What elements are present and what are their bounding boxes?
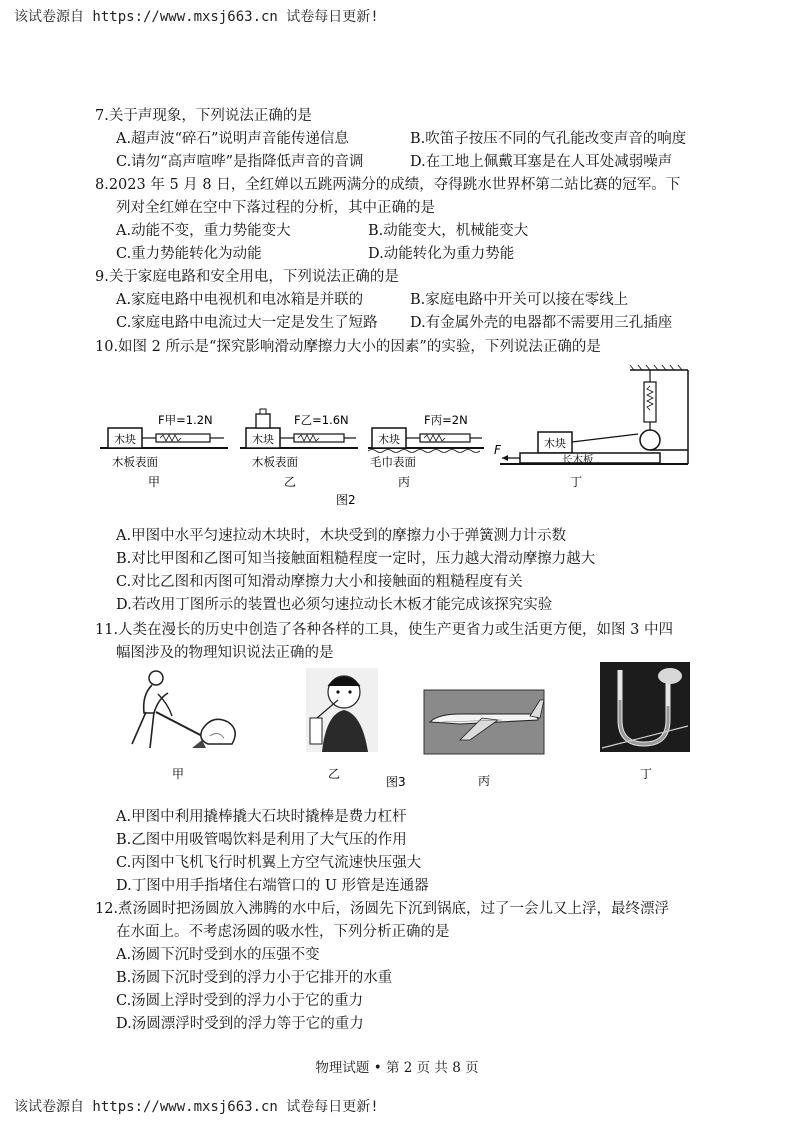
rock-icon bbox=[201, 719, 235, 744]
fig2-setup-yi bbox=[240, 409, 358, 489]
fig3-label-bing: 丙 bbox=[478, 774, 491, 788]
fig3-label-ding: 丁 bbox=[640, 767, 653, 781]
finger-icon bbox=[658, 668, 682, 684]
q7-option-c: C.请勿“高声喧哗”是指降低声音的音调 bbox=[116, 154, 364, 170]
q10-option-d: D.若改用丁图所示的装置也必须匀速拉动长木板才能完成该探究实验 bbox=[116, 597, 553, 613]
q12-option-c: C.汤圆上浮时受到的浮力小于它的重力 bbox=[116, 993, 364, 1009]
fig3-straw-image bbox=[306, 668, 378, 752]
fig3-caption: 图3 bbox=[386, 775, 406, 789]
fig2-block-ding: 木块 bbox=[544, 437, 566, 450]
fig2-surface-jia: 木板表面 bbox=[112, 455, 158, 469]
q7-option-b: B.吹笛子按压不同的气孔能改变声音的响度 bbox=[410, 131, 687, 147]
q8-stem-1: 8.2023 年 5 月 8 日，全红婵以五跳两满分的成绩，夺得跳水世界杯第二站比赛的冠军。下 bbox=[95, 177, 681, 193]
fig2-label-yi: 乙 bbox=[284, 475, 297, 489]
fig2-force-jia: F甲=1.2N bbox=[158, 413, 213, 427]
fig2-label-ding: 丁 bbox=[570, 475, 583, 489]
fig2-force-bing: F丙=2N bbox=[424, 413, 468, 427]
fig3-airplane-image bbox=[424, 690, 544, 754]
fig2-board-label: 长木板 bbox=[562, 454, 594, 466]
fig2-block-bing: 木块 bbox=[378, 433, 400, 446]
q12-option-d: D.汤圆漂浮时受到的浮力等于它的重力 bbox=[116, 1016, 364, 1032]
q8-option-a: A.动能不变，重力势能变大 bbox=[116, 223, 291, 239]
fig2-pull-force: F bbox=[494, 443, 501, 457]
weight-icon bbox=[256, 414, 270, 428]
q11-option-b: B.乙图中用吸管喝饮料是利用了大气压的作用 bbox=[116, 832, 407, 848]
pulley-icon bbox=[640, 430, 660, 450]
fig2-force-yi: F乙=1.6N bbox=[294, 413, 349, 427]
q8-option-d: D.动能转化为重力势能 bbox=[368, 246, 515, 262]
q11-stem-2: 幅图涉及的物理知识说法正确的是 bbox=[116, 645, 334, 661]
fig2-surface-yi: 木板表面 bbox=[252, 455, 298, 469]
q11-option-d: D.丁图中用手指堵住右端管口的 U 形管是连通器 bbox=[116, 878, 429, 894]
fig2-block-jia: 木块 bbox=[114, 433, 136, 446]
fig2-setup-ding bbox=[494, 365, 688, 489]
fig2-block-yi: 木块 bbox=[252, 433, 274, 446]
q8-option-c: C.重力势能转化为动能 bbox=[116, 246, 262, 262]
fig2-label-bing: 丙 bbox=[398, 475, 411, 489]
q8-stem-2: 列对全红婵在空中下落过程的分析，其中正确的是 bbox=[116, 200, 435, 216]
spring-scale-vertical-icon bbox=[644, 382, 656, 422]
q7-option-d: D.在工地上佩戴耳塞是在人耳处减弱噪声 bbox=[410, 154, 673, 170]
q10-option-a: A.甲图中水平匀速拉动木块时，木块受到的摩擦力小于弹簧测力计示数 bbox=[116, 528, 567, 544]
q12-stem-1: 12.煮汤圆时把汤圆放入沸腾的水中后，汤圆先下沉到锅底，过了一会儿又上浮，最终漂浮 bbox=[95, 901, 670, 917]
q9-option-a: A.家庭电路中电视机和电冰箱是并联的 bbox=[116, 292, 364, 308]
q9-option-d: D.有金属外壳的电器都不需要用三孔插座 bbox=[410, 315, 673, 331]
page-footer: 物理试题 • 第 2 页 共 8 页 bbox=[315, 1060, 479, 1076]
q9-option-b: B.家庭电路中开关可以接在零线上 bbox=[410, 292, 629, 308]
fig3-u-tube-image bbox=[600, 662, 690, 752]
q10-option-b: B.对比甲图和乙图可知当接触面粗糙程度一定时，压力越大滑动摩擦力越大 bbox=[116, 551, 596, 567]
fig3-crowbar-image bbox=[132, 671, 235, 748]
fig2-surface-bing: 毛巾表面 bbox=[370, 455, 416, 469]
fig2-setup-jia bbox=[100, 413, 228, 489]
q10-option-c: C.对比乙图和丙图可知滑动摩擦力大小和接触面的粗糙程度有关 bbox=[116, 574, 523, 590]
q9-stem: 9.关于家庭电路和安全用电，下列说法正确的是 bbox=[95, 269, 399, 285]
q12-option-a: A.汤圆下沉时受到水的压强不变 bbox=[116, 947, 320, 963]
q11-option-a: A.甲图中利用撬棒撬大石块时撬棒是费力杠杆 bbox=[116, 809, 407, 825]
fig2-setup-bing bbox=[368, 413, 484, 489]
q7-stem: 7.关于声现象，下列说法正确的是 bbox=[95, 108, 312, 124]
fig3-label-yi: 乙 bbox=[328, 767, 341, 781]
q8-option-b: B.动能变大，机械能变大 bbox=[368, 223, 529, 239]
fig2-caption: 图2 bbox=[336, 493, 356, 507]
q9-option-c: C.家庭电路中电流过大一定是发生了短路 bbox=[116, 315, 378, 331]
q11-stem-1: 11.人类在漫长的历史中创造了各种各样的工具，使生产更省力或生活更方便，如图 3 中四 bbox=[95, 622, 674, 638]
arrow-left-icon bbox=[502, 455, 508, 461]
fig3-label-jia: 甲 bbox=[172, 767, 185, 781]
figure-3-tools bbox=[110, 660, 700, 800]
q7-option-a: A.超声波“碎石”说明声音能传递信息 bbox=[116, 131, 349, 147]
q12-stem-2: 在水面上。不考虑汤圆的吸水性，下列分析正确的是 bbox=[116, 924, 450, 940]
q11-option-c: C.丙图中飞机飞行时机翼上方空气流速快压强大 bbox=[116, 855, 422, 871]
fig2-label-jia: 甲 bbox=[148, 475, 161, 489]
source-banner-top: 该试卷源自 https://www.mxsj663.cn 试卷每日更新! bbox=[14, 9, 379, 25]
q12-option-b: B.汤圆下沉时受到的浮力小于它排开的水重 bbox=[116, 970, 393, 986]
figure-2-friction-experiment bbox=[100, 362, 700, 512]
q10-stem: 10.如图 2 所示是“探究影响滑动摩擦力大小的因素”的实验，下列说法正确的是 bbox=[95, 339, 601, 355]
source-banner-bottom: 该试卷源自 https://www.mxsj663.cn 试卷每日更新! bbox=[14, 1099, 379, 1115]
